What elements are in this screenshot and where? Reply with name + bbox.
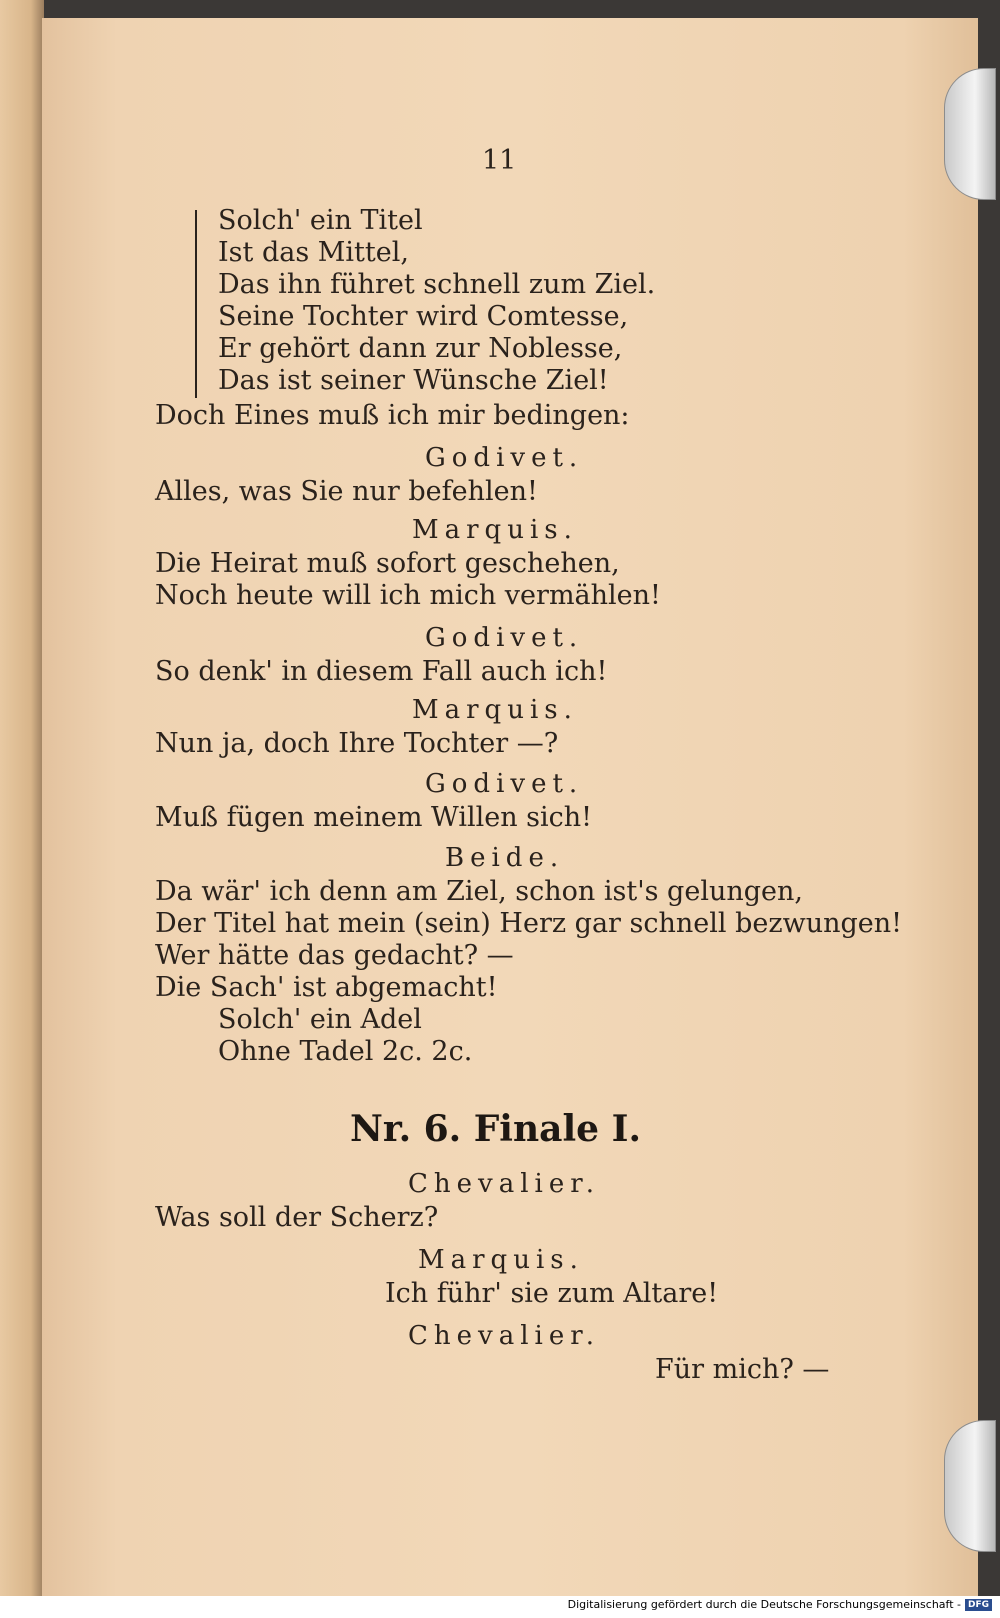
footer-text: Digitalisierung gefördert durch die Deutsche Forschungsgemeinschaft - — [567, 1598, 961, 1611]
text-line: Ohne Tadel 2c. 2c. — [218, 1036, 473, 1067]
text-line: Seine Tochter wird Comtesse, — [218, 301, 629, 332]
text-line: Solch' ein Titel — [218, 205, 423, 236]
text-line: Ist das Mittel, — [218, 237, 409, 268]
speaker-name: Marquis. — [412, 515, 578, 545]
speaker-name: Godivet. — [425, 769, 584, 799]
text-line: Doch Eines muß ich mir bedingen: — [155, 400, 630, 431]
text-line: Solch' ein Adel — [218, 1004, 422, 1035]
speaker-name: Beide. — [445, 843, 565, 873]
text-line: Noch heute will ich mich vermählen! — [155, 580, 661, 611]
text-line: Die Sach' ist abgemacht! — [155, 972, 498, 1003]
text-line: Das ist seiner Wünsche Ziel! — [218, 365, 609, 396]
speaker-name: Marquis. — [412, 695, 578, 725]
text-line: Muß fügen meinem Willen sich! — [155, 802, 593, 833]
text-line: Er gehört dann zur Noblesse, — [218, 333, 623, 364]
text-line: Der Titel hat mein (sein) Herz gar schnell bezwungen! — [155, 908, 902, 939]
text-line: So denk' in diesem Fall auch ich! — [155, 656, 608, 687]
speaker-name: Chevalier. — [408, 1169, 601, 1199]
text-line: Was soll der Scherz? — [155, 1202, 439, 1233]
page-clip-bottom-icon — [944, 1420, 996, 1552]
speaker-name: Marquis. — [418, 1245, 584, 1275]
text-line: Da wär' ich denn am Ziel, schon ist's gelungen, — [155, 876, 803, 907]
left-page-edge — [0, 0, 44, 1596]
page-number: 11 — [482, 145, 517, 176]
text-line: Wer hätte das gedacht? — — [155, 940, 514, 971]
digitization-footer — [568, 1598, 992, 1611]
section-heading: Nr. 6. Finale I. — [350, 1108, 641, 1150]
text-line: Alles, was Sie nur befehlen! — [155, 476, 538, 507]
text-line: Das ihn führet schnell zum Ziel. — [218, 269, 656, 300]
verse-bracket — [195, 210, 201, 398]
speaker-name: Godivet. — [425, 443, 584, 473]
dfg-logo-icon: DFG — [965, 1599, 992, 1611]
page-clip-top-icon — [944, 68, 996, 200]
text-line: Nun ja, doch Ihre Tochter —? — [155, 728, 559, 759]
text-line: Die Heirat muß sofort geschehen, — [155, 548, 620, 579]
speaker-name: Chevalier. — [408, 1321, 601, 1351]
text-line: Für mich? — — [655, 1354, 830, 1385]
speaker-name: Godivet. — [425, 623, 584, 653]
text-line: Ich führ' sie zum Altare! — [385, 1278, 719, 1309]
